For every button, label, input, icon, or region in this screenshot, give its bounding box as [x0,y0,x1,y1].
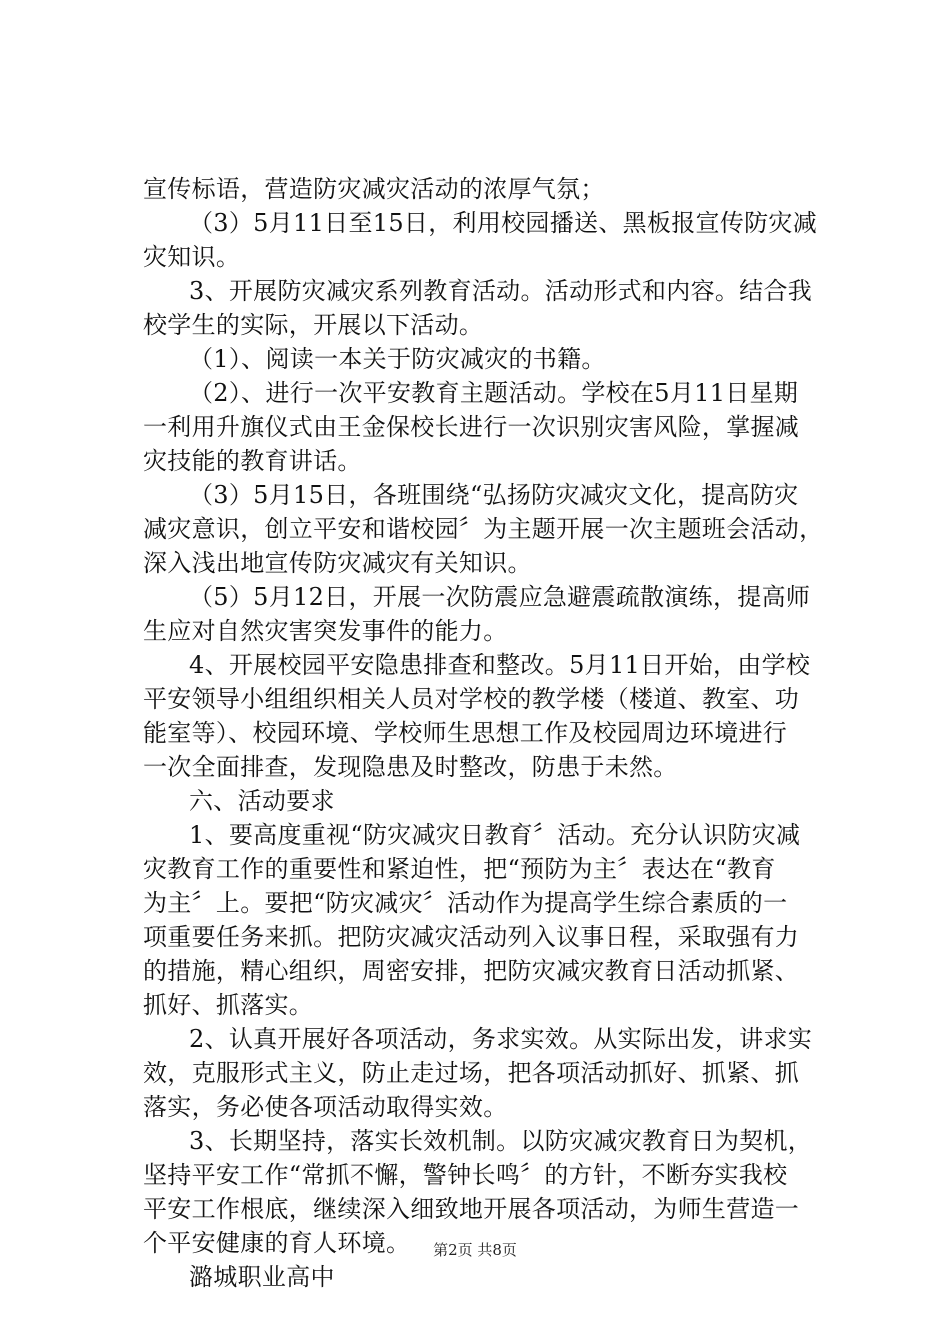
text-line: 落实，务必使各项活动取得实效。 [143,1093,508,1121]
text-line: 效，克服形式主义，防止走过场，把各项活动抓好、抓紧、抓 [143,1059,800,1087]
text-line: 灾技能的教育讲话。 [143,447,362,475]
page-footer: 第2页 共8页 [433,1241,517,1259]
text-line: 六、活动要求 [189,787,335,815]
text-line: 坚持平安工作“常抓不懈，警钟长鸣〞的方针，不断夯实我校 [143,1161,788,1189]
text-line: 3、长期坚持，落实长效机制。以防灾减灾教育日为契机， [189,1127,813,1155]
text-line: 为主〞上。要把“防灾减灾〞活动作为提高学生综合素质的一 [143,889,788,917]
text-line: 校学生的实际，开展以下活动。 [143,311,484,339]
text-line: （3）5月15日，各班围绕“弘扬防灾减灾文化，提高防灾 [189,481,799,509]
text-line: 能室等）、校园环境、学校师生思想工作及校园周边环境进行 [143,719,788,747]
text-line: （3）5月11日至15日，利用校园播送、黑板报宣传防灾减 [189,209,818,237]
text-line: 项重要任务来抓。把防灾减灾活动列入议事日程，采取强有力 [143,923,800,951]
text-line: 潞城职业高中 [189,1263,335,1291]
text-line: 的措施，精心组织，周密安排，把防灾减灾教育日活动抓紧、 [143,957,800,985]
text-line: 2、认真开展好各项活动，务求实效。从实际出发，讲求实 [189,1025,813,1053]
text-line: 灾教育工作的重要性和紧迫性，把“预防为主〞表达在“教育 [143,855,776,883]
text-line: （2）、进行一次平安教育主题活动。学校在5月11日星期 [189,379,799,407]
text-line: 深入浅出地宣传防灾减灾有关知识。 [143,549,532,577]
text-line: 减灾意识，创立平安和谐校园〞为主题开展一次主题班会活动， [143,515,824,543]
text-line: 一利用升旗仪式由王金保校长进行一次识别灾害风险，掌握减 [143,413,800,441]
text-line: 4、开展校园平安隐患排查和整改。5月11日开始，由学校 [189,651,811,679]
text-line: 宣传标语，营造防灾减灾活动的浓厚气氛； [143,175,605,203]
text-line: （5）5月12日，开展一次防震应急避震疏散演练，提高师 [189,583,811,611]
text-line: 抓好、抓落实。 [143,991,314,1019]
text-line: 平安工作根底，继续深入细致地开展各项活动，为师生营造一 [143,1195,800,1223]
text-line: 一次全面排查，发现隐患及时整改，防患于未然。 [143,753,678,781]
text-line: 3、开展防灾减灾系列教育活动。活动形式和内容。结合我 [189,277,813,305]
text-line: 1、要高度重视“防灾减灾日教育〞活动。充分认识防灾减 [189,821,801,849]
text-line: 灾知识。 [143,243,241,271]
document-body [143,172,843,1294]
text-line: 生应对自然灾害突发事件的能力。 [143,617,508,645]
text-line: 平安领导小组组织相关人员对学校的教学楼（楼道、教室、功 [143,685,800,713]
text-line: （1）、阅读一本关于防灾减灾的书籍。 [189,345,606,373]
text-line: 个平安健康的育人环境。 [143,1229,411,1257]
